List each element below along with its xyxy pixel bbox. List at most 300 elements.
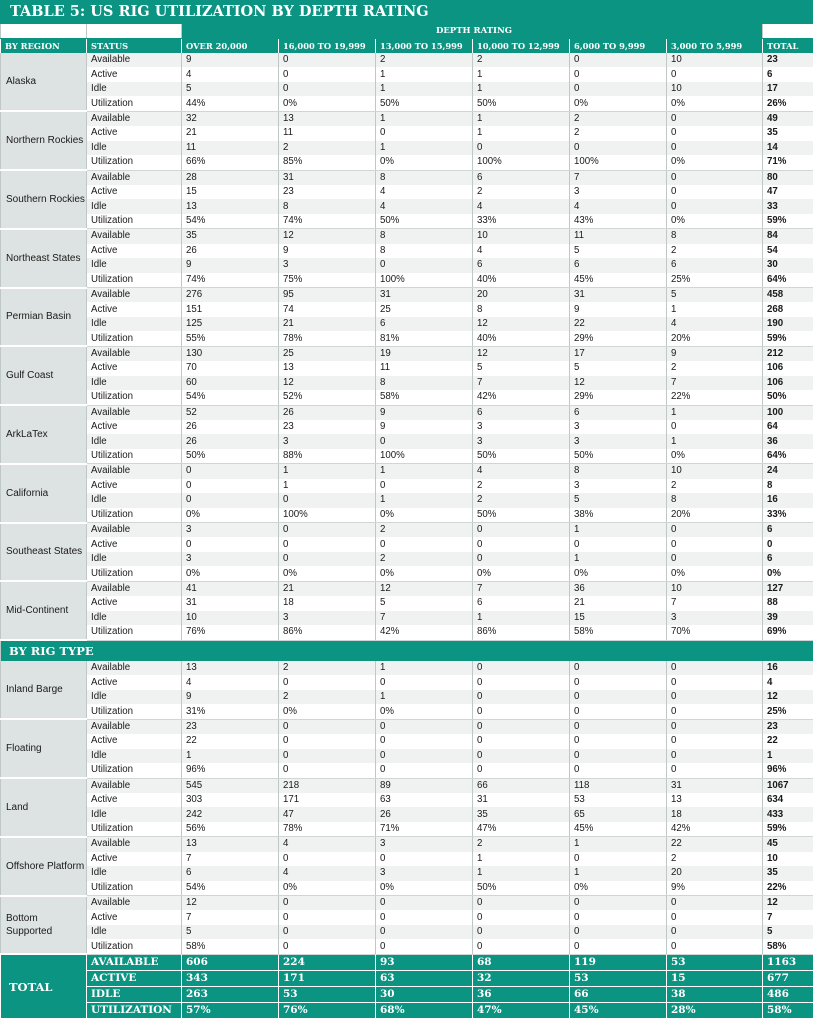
total-value-cell: 263	[182, 986, 279, 1002]
value-cell: 0%	[570, 881, 667, 896]
value-cell: 100%	[473, 155, 570, 170]
value-cell: 2	[570, 111, 667, 126]
value-cell: 21	[182, 126, 279, 140]
table-row	[1, 346, 813, 361]
value-cell: 545	[182, 778, 279, 793]
status-cell: Idle	[87, 749, 182, 763]
value-cell: 50%	[182, 449, 279, 464]
status-cell: Idle	[87, 690, 182, 704]
value-cell: 22	[667, 837, 763, 852]
value-cell: 58%	[570, 625, 667, 640]
value-cell: 0%	[667, 96, 763, 111]
value-cell: 1	[570, 837, 667, 852]
value-cell: 3	[570, 434, 667, 448]
value-cell: 1	[376, 464, 473, 479]
value-cell: 0	[376, 434, 473, 448]
table-row	[1, 675, 813, 689]
header-top-row	[1, 24, 813, 39]
value-cell: 9	[570, 302, 667, 316]
value-cell: 28	[182, 170, 279, 185]
value-cell: 3	[473, 420, 570, 434]
value-cell: 21	[279, 581, 376, 596]
value-cell: 1	[667, 434, 763, 448]
table-row	[1, 690, 813, 704]
value-cell: 0	[473, 675, 570, 689]
value-cell: 0	[473, 749, 570, 763]
value-cell: 85%	[279, 155, 376, 170]
value-cell: 7	[473, 581, 570, 596]
value-cell: 0	[667, 690, 763, 704]
value-cell: 0	[182, 479, 279, 493]
value-cell: 0%	[376, 704, 473, 719]
value-cell: 18	[667, 807, 763, 821]
value-cell: 6	[570, 258, 667, 272]
value-cell: 74	[279, 302, 376, 316]
value-cell: 0	[667, 704, 763, 719]
table-row	[1, 53, 813, 67]
value-cell: 13	[182, 199, 279, 213]
table-row	[1, 155, 813, 170]
total-cell: 64	[763, 420, 813, 434]
value-cell: 13	[279, 111, 376, 126]
value-cell: 151	[182, 302, 279, 316]
value-cell: 0	[376, 734, 473, 748]
value-cell: 1	[473, 852, 570, 866]
rig-type-name: Land	[1, 778, 87, 837]
value-cell: 0	[279, 852, 376, 866]
value-cell: 0	[376, 479, 473, 493]
table-row	[1, 939, 813, 954]
total-cell: 35	[763, 126, 813, 140]
value-cell: 7	[570, 170, 667, 185]
region-name: Northern Rockies	[1, 111, 87, 170]
table-row	[1, 390, 813, 405]
blank-cell	[87, 24, 182, 39]
value-cell: 26	[182, 244, 279, 258]
total-cell: 22%	[763, 881, 813, 896]
total-cell: 33%	[763, 508, 813, 523]
value-cell: 3	[667, 611, 763, 625]
value-cell: 0	[279, 537, 376, 551]
region-name: Alaska	[1, 53, 87, 111]
status-cell: Available	[87, 661, 182, 675]
value-cell: 12	[473, 317, 570, 331]
total-value-cell: 32	[473, 970, 570, 986]
value-cell: 0	[473, 719, 570, 734]
value-cell: 2	[279, 661, 376, 675]
table-row	[1, 449, 813, 464]
total-cell: 0%	[763, 566, 813, 581]
value-cell: 8	[473, 302, 570, 316]
value-cell: 0	[570, 896, 667, 911]
value-cell: 9	[182, 258, 279, 272]
status-cell: Utilization	[87, 939, 182, 954]
status-cell: Utilization	[87, 566, 182, 581]
status-cell: Active	[87, 596, 182, 610]
col-header-10000-12999: 10,000 TO 12,999	[473, 39, 570, 54]
value-cell: 31	[473, 793, 570, 807]
value-cell: 0%	[667, 566, 763, 581]
total-value-cell: 93	[376, 954, 473, 970]
total-cell: 69%	[763, 625, 813, 640]
value-cell: 0	[570, 690, 667, 704]
value-cell: 7	[473, 376, 570, 390]
value-cell: 50%	[473, 96, 570, 111]
status-cell: Utilization	[87, 625, 182, 640]
value-cell: 21	[570, 596, 667, 610]
value-cell: 54%	[182, 390, 279, 405]
value-cell: 0	[473, 537, 570, 551]
table-row	[1, 361, 813, 375]
value-cell: 31	[570, 288, 667, 303]
value-cell: 0	[667, 896, 763, 911]
value-cell: 1	[473, 866, 570, 880]
value-cell: 70%	[667, 625, 763, 640]
total-value-cell: 53	[667, 954, 763, 970]
value-cell: 9	[182, 690, 279, 704]
total-cell: 16	[763, 493, 813, 507]
total-value-cell: 47%	[473, 1002, 570, 1018]
value-cell: 2	[473, 53, 570, 67]
value-cell: 1	[376, 82, 473, 96]
total-value-cell: 38	[667, 986, 763, 1002]
value-cell: 95	[279, 288, 376, 303]
value-cell: 3	[473, 434, 570, 448]
status-cell: Available	[87, 346, 182, 361]
value-cell: 3	[376, 866, 473, 880]
status-cell: Available	[87, 837, 182, 852]
value-cell: 15	[570, 611, 667, 625]
value-cell: 0	[570, 537, 667, 551]
table-row	[1, 82, 813, 96]
status-cell: Available	[87, 405, 182, 420]
value-cell: 31	[279, 170, 376, 185]
value-cell: 8	[667, 229, 763, 244]
status-cell: Idle	[87, 434, 182, 448]
value-cell: 13	[667, 793, 763, 807]
value-cell: 0	[279, 53, 376, 67]
status-cell: Idle	[87, 317, 182, 331]
table-row	[1, 434, 813, 448]
value-cell: 26	[182, 434, 279, 448]
total-cell: 106	[763, 376, 813, 390]
table-row	[1, 896, 813, 911]
value-cell: 303	[182, 793, 279, 807]
value-cell: 15	[182, 185, 279, 199]
value-cell: 0	[570, 763, 667, 778]
value-cell: 0	[279, 719, 376, 734]
total-value-cell: 66	[570, 986, 667, 1002]
value-cell: 0	[570, 925, 667, 939]
value-cell: 2	[667, 852, 763, 866]
value-cell: 76%	[182, 625, 279, 640]
value-cell: 0	[279, 749, 376, 763]
value-cell: 125	[182, 317, 279, 331]
value-cell: 23	[279, 420, 376, 434]
value-cell: 5	[667, 288, 763, 303]
total-cell: 22	[763, 734, 813, 748]
total-cell: 84	[763, 229, 813, 244]
value-cell: 2	[667, 361, 763, 375]
value-cell: 18	[279, 596, 376, 610]
value-cell: 0%	[473, 566, 570, 581]
value-cell: 3	[570, 479, 667, 493]
value-cell: 0	[376, 126, 473, 140]
value-cell: 0	[667, 939, 763, 954]
value-cell: 44%	[182, 96, 279, 111]
value-cell: 86%	[473, 625, 570, 640]
total-cell: 1067	[763, 778, 813, 793]
grand-total-cell: 486	[763, 986, 813, 1002]
total-status-cell: ACTIVE	[87, 970, 182, 986]
value-cell: 31%	[182, 704, 279, 719]
value-cell: 1	[279, 464, 376, 479]
table-row	[1, 537, 813, 551]
total-cell: 458	[763, 288, 813, 303]
value-cell: 5	[182, 82, 279, 96]
total-value-cell: 343	[182, 970, 279, 986]
value-cell: 0	[279, 493, 376, 507]
total-value-cell: 53	[570, 970, 667, 986]
table-row	[1, 405, 813, 420]
value-cell: 12	[182, 896, 279, 911]
value-cell: 60	[182, 376, 279, 390]
total-cell: 36	[763, 434, 813, 448]
total-cell: 14	[763, 141, 813, 155]
value-cell: 1	[667, 405, 763, 420]
status-cell: Idle	[87, 258, 182, 272]
table-row	[1, 661, 813, 675]
value-cell: 1	[473, 126, 570, 140]
value-cell: 118	[570, 778, 667, 793]
value-cell: 10	[667, 53, 763, 67]
total-value-cell: 15	[667, 970, 763, 986]
col-header-status: STATUS	[87, 39, 182, 54]
table-row	[1, 111, 813, 126]
value-cell: 26	[376, 807, 473, 821]
total-cell: 7	[763, 910, 813, 924]
value-cell: 0	[667, 111, 763, 126]
value-cell: 3	[279, 611, 376, 625]
value-cell: 7	[182, 852, 279, 866]
table-row	[1, 581, 813, 596]
value-cell: 242	[182, 807, 279, 821]
value-cell: 26	[182, 420, 279, 434]
value-cell: 0	[279, 552, 376, 566]
value-cell: 0	[667, 537, 763, 551]
value-cell: 0	[667, 170, 763, 185]
value-cell: 23	[182, 719, 279, 734]
region-name: Northeast States	[1, 229, 87, 288]
status-cell: Idle	[87, 552, 182, 566]
status-cell: Utilization	[87, 822, 182, 837]
value-cell: 1	[376, 141, 473, 155]
col-header-over-20000: OVER 20,000	[182, 39, 279, 54]
value-cell: 9	[667, 346, 763, 361]
status-cell: Available	[87, 896, 182, 911]
value-cell: 0%	[667, 214, 763, 229]
value-cell: 55%	[182, 331, 279, 346]
value-cell: 2	[473, 493, 570, 507]
table-row	[1, 170, 813, 185]
status-cell: Active	[87, 67, 182, 81]
table-row	[1, 566, 813, 581]
status-cell: Available	[87, 170, 182, 185]
value-cell: 13	[279, 361, 376, 375]
table-row	[1, 596, 813, 610]
status-cell: Available	[87, 778, 182, 793]
value-cell: 1	[473, 82, 570, 96]
total-cell: 45	[763, 837, 813, 852]
value-cell: 31	[667, 778, 763, 793]
table-row	[1, 763, 813, 778]
value-cell: 11	[279, 126, 376, 140]
total-status-cell: IDLE	[87, 986, 182, 1002]
value-cell: 11	[376, 361, 473, 375]
value-cell: 218	[279, 778, 376, 793]
table-row	[1, 704, 813, 719]
value-cell: 0	[667, 763, 763, 778]
value-cell: 33%	[473, 214, 570, 229]
value-cell: 0	[473, 141, 570, 155]
value-cell: 0	[667, 185, 763, 199]
table-row	[1, 185, 813, 199]
value-cell: 45%	[570, 273, 667, 288]
col-header-region: BY REGION	[1, 39, 87, 54]
value-cell: 5	[570, 493, 667, 507]
region-section	[1, 53, 813, 640]
table-row	[1, 493, 813, 507]
total-cell: 106	[763, 361, 813, 375]
region-name: Permian Basin	[1, 288, 87, 347]
value-cell: 8	[376, 376, 473, 390]
col-header-16000-19999: 16,000 TO 19,999	[279, 39, 376, 54]
value-cell: 20%	[667, 508, 763, 523]
value-cell: 3	[376, 837, 473, 852]
value-cell: 0	[376, 537, 473, 551]
value-cell: 66	[473, 778, 570, 793]
value-cell: 25%	[667, 273, 763, 288]
blank-cell	[763, 24, 813, 39]
value-cell: 12	[279, 229, 376, 244]
total-row	[1, 986, 813, 1002]
value-cell: 65	[570, 807, 667, 821]
table-row	[1, 141, 813, 155]
status-cell: Active	[87, 852, 182, 866]
value-cell: 0	[473, 704, 570, 719]
value-cell: 17	[570, 346, 667, 361]
value-cell: 2	[376, 552, 473, 566]
table-row	[1, 229, 813, 244]
table-row	[1, 793, 813, 807]
value-cell: 0	[376, 896, 473, 911]
value-cell: 0	[570, 661, 667, 675]
table-row	[1, 778, 813, 793]
value-cell: 70	[182, 361, 279, 375]
col-header-13000-15999: 13,000 TO 15,999	[376, 39, 473, 54]
table-row	[1, 734, 813, 748]
table-row	[1, 258, 813, 272]
region-name: Mid-Continent	[1, 581, 87, 640]
value-cell: 0	[570, 67, 667, 81]
rig-type-name: Floating	[1, 719, 87, 778]
value-cell: 1	[376, 690, 473, 704]
table-row	[1, 910, 813, 924]
table-row	[1, 214, 813, 229]
value-cell: 31	[376, 288, 473, 303]
value-cell: 0	[376, 939, 473, 954]
value-cell: 0	[570, 734, 667, 748]
value-cell: 4	[667, 317, 763, 331]
value-cell: 0	[279, 675, 376, 689]
value-cell: 50%	[473, 508, 570, 523]
value-cell: 4	[473, 244, 570, 258]
value-cell: 0	[667, 719, 763, 734]
total-cell: 58%	[763, 939, 813, 954]
total-cell: 6	[763, 552, 813, 566]
value-cell: 10	[473, 229, 570, 244]
value-cell: 6	[570, 405, 667, 420]
value-cell: 8	[376, 229, 473, 244]
total-cell: 64%	[763, 273, 813, 288]
total-cell: 50%	[763, 390, 813, 405]
value-cell: 0	[473, 734, 570, 748]
status-cell: Utilization	[87, 155, 182, 170]
value-cell: 0	[376, 852, 473, 866]
total-value-cell: 36	[473, 986, 570, 1002]
total-cell: 59%	[763, 331, 813, 346]
status-cell: Active	[87, 126, 182, 140]
total-cell: 30	[763, 258, 813, 272]
value-cell: 19	[376, 346, 473, 361]
value-cell: 21	[279, 317, 376, 331]
status-cell: Utilization	[87, 881, 182, 896]
value-cell: 20%	[667, 331, 763, 346]
value-cell: 5	[570, 244, 667, 258]
value-cell: 50%	[376, 96, 473, 111]
value-cell: 0%	[182, 508, 279, 523]
value-cell: 0	[279, 67, 376, 81]
table-row	[1, 807, 813, 821]
status-cell: Idle	[87, 866, 182, 880]
value-cell: 0	[473, 523, 570, 538]
value-cell: 22%	[667, 390, 763, 405]
value-cell: 0	[279, 910, 376, 924]
value-cell: 2	[473, 479, 570, 493]
total-cell: 212	[763, 346, 813, 361]
value-cell: 50%	[473, 881, 570, 896]
value-cell: 47	[279, 807, 376, 821]
total-cell: 17	[763, 82, 813, 96]
value-cell: 0	[667, 67, 763, 81]
total-cell: 0	[763, 537, 813, 551]
region-name: Southern Rockies	[1, 170, 87, 229]
table-row	[1, 925, 813, 939]
value-cell: 0	[570, 910, 667, 924]
value-cell: 6	[376, 317, 473, 331]
value-cell: 0	[570, 749, 667, 763]
total-cell: 6	[763, 67, 813, 81]
value-cell: 2	[473, 837, 570, 852]
value-cell: 20	[473, 288, 570, 303]
value-cell: 50%	[473, 449, 570, 464]
value-cell: 7	[667, 596, 763, 610]
value-cell: 12	[473, 346, 570, 361]
total-cell: 33	[763, 199, 813, 213]
value-cell: 2	[279, 690, 376, 704]
value-cell: 29%	[570, 331, 667, 346]
rig-type-name: Inland Barge	[1, 661, 87, 719]
